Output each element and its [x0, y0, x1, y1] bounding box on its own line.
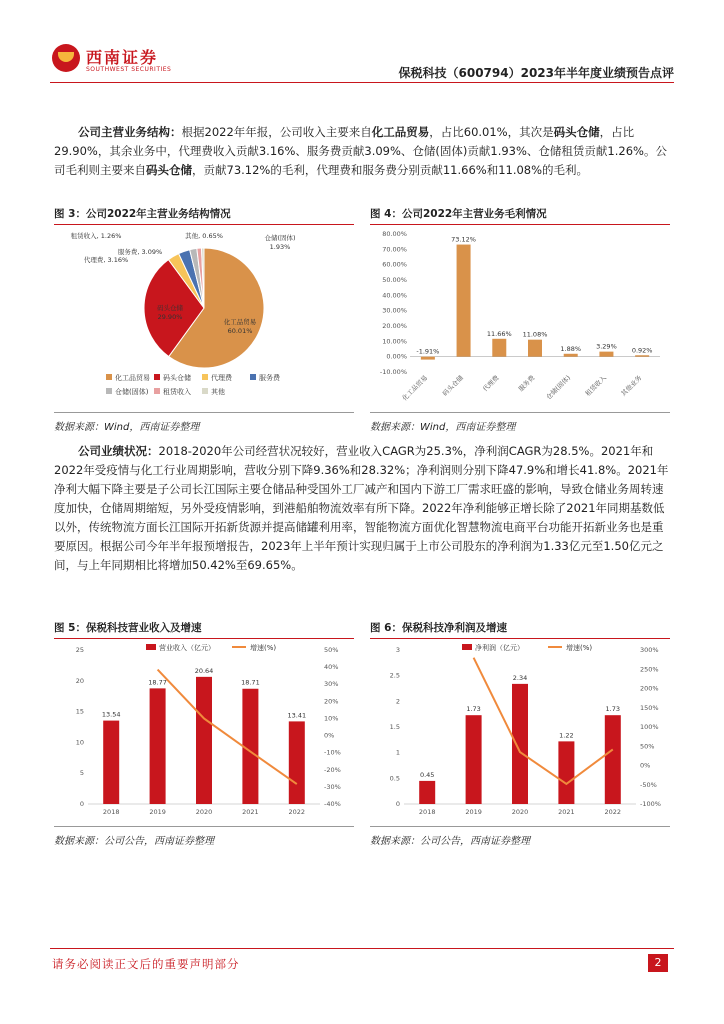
pie-slice-label: 码头仓储 [157, 304, 183, 312]
figure-5-bottom-rule [54, 826, 354, 827]
performance-paragraph [54, 442, 671, 575]
legend-swatch [154, 388, 160, 394]
bar [492, 339, 506, 357]
bar-value-label: 18.77 [148, 678, 167, 687]
y-axis-left-tick: 0 [79, 800, 84, 808]
bar-value-label: 11.66% [486, 329, 512, 338]
figure-4-title: 图 4：公司2022年主营业务毛利情况 [370, 208, 547, 220]
y-axis-tick: 0.00% [386, 352, 407, 361]
highlight-text: 码头仓储 [146, 163, 192, 177]
y-axis-right-tick: -10% [324, 748, 341, 757]
legend-swatch [106, 374, 112, 380]
x-axis-tick: 其他业务 [619, 373, 644, 398]
legend-label: 服务费 [259, 374, 280, 382]
figure-3-rule [54, 224, 354, 225]
page-number: 2 [648, 954, 668, 972]
figure-3-source: 数据来源：Wind，西南证券整理 [54, 422, 200, 433]
growth-line [158, 670, 297, 785]
logo-icon [52, 44, 80, 72]
y-axis-right-tick: 40% [324, 663, 339, 672]
figure-5-source: 数据来源：公司公告，西南证券整理 [54, 836, 214, 847]
y-axis-right-tick: 20% [324, 697, 339, 706]
x-axis-tick: 仓储(固体) [544, 373, 573, 402]
bar-value-label: 0.92% [631, 346, 653, 355]
x-axis-tick: 2019 [465, 808, 482, 816]
pie-slice-label: 代理费, 3.16% [83, 256, 129, 264]
bar [512, 684, 528, 804]
bar [289, 721, 305, 804]
bar [599, 352, 613, 357]
footer-disclaimer: 请务必阅读正文后的重要声明部分 [52, 957, 240, 971]
bar [196, 677, 212, 804]
pie-slice-label: 租赁收入, 1.26% [70, 232, 122, 240]
figure-4-bottom-rule [370, 412, 670, 413]
y-axis-left-tick: 20 [75, 676, 84, 685]
bar-value-label: 1.73 [605, 705, 621, 714]
x-axis-tick: 2022 [604, 808, 622, 816]
figure-3-pie-chart [54, 226, 354, 410]
bar [558, 741, 574, 804]
x-axis-tick: 2019 [149, 808, 166, 816]
pie-slice-label: 化工品贸易 [223, 318, 257, 326]
legend-swatch [202, 374, 208, 380]
x-axis-tick: 租赁收入 [583, 373, 608, 398]
y-axis-tick: 70.00% [382, 245, 407, 254]
y-axis-tick: 80.00% [382, 230, 407, 238]
bar [421, 357, 435, 360]
legend-label: 仓储(固体) [115, 388, 149, 396]
bar [466, 715, 482, 804]
y-axis-right-tick: 50% [640, 742, 655, 751]
figure-6-rule [370, 638, 670, 639]
y-axis-tick: -10.00% [379, 368, 407, 376]
figure-4-rule [370, 224, 670, 225]
bar-value-label: 20.64 [194, 666, 214, 675]
bar [605, 715, 621, 804]
x-axis-tick: 2021 [558, 808, 575, 816]
y-axis-left-tick: 25 [75, 646, 84, 654]
bar [528, 340, 542, 357]
highlight-text: 化工品贸易 [371, 125, 430, 139]
x-axis-tick: 2018 [418, 808, 436, 816]
y-axis-right-tick: 250% [640, 665, 659, 674]
legend-label: 其他 [211, 388, 225, 396]
report-title: 保税科技（600794）2023年半年度业绩预告点评 [398, 66, 674, 80]
y-axis-left-tick: 0.5 [389, 774, 400, 783]
y-axis-left-tick: 1 [395, 748, 400, 757]
y-axis-left-tick: 10 [75, 738, 84, 747]
x-axis-tick: 2018 [102, 808, 120, 816]
bar-value-label: 1.73 [466, 705, 481, 714]
legend-label: 码头仓储 [163, 374, 191, 382]
paragraph-text: ，占比60.01%，其次是 [429, 125, 554, 139]
y-axis-right-tick: -50% [640, 780, 657, 789]
bar-value-label: 18.71 [241, 678, 260, 687]
y-axis-right-tick: -100% [640, 800, 661, 808]
y-axis-left-tick: 5 [79, 769, 84, 778]
y-axis-left-tick: 0 [395, 800, 400, 808]
x-axis-tick: 2020 [195, 808, 213, 816]
x-axis-tick: 2020 [511, 808, 529, 816]
bar-value-label: 11.08% [522, 330, 548, 339]
logo-text: 西南证券 [86, 48, 159, 67]
bar [564, 354, 578, 357]
legend-label: 代理费 [211, 374, 232, 382]
figure-4-bar-chart [370, 226, 670, 410]
legend-label-bar: 营业收入（亿元） [159, 644, 215, 652]
figure-6-source: 数据来源：公司公告，西南证券整理 [370, 836, 530, 847]
paragraph-text: ，贡献73.12%的毛利，代理费和服务费分别贡献11.66%和11.08%的毛利。 [192, 163, 589, 177]
y-axis-left-tick: 1.5 [389, 723, 400, 731]
legend-label-line: 增速(%) [566, 644, 593, 652]
y-axis-right-tick: 150% [640, 703, 659, 712]
x-axis-tick: 代理费 [481, 373, 501, 394]
figure-6-combo-chart [370, 640, 670, 824]
bar [457, 245, 471, 357]
y-axis-right-tick: 200% [640, 684, 659, 693]
y-axis-tick: 30.00% [382, 306, 407, 315]
bar [635, 355, 649, 356]
bar [419, 781, 435, 804]
growth-line [474, 658, 613, 784]
y-axis-left-tick: 3 [395, 646, 400, 654]
x-axis-tick: 化工品贸易 [400, 373, 430, 403]
y-axis-right-tick: 0% [324, 731, 335, 740]
x-axis-tick: 2021 [242, 808, 259, 816]
pie-slice-label: 1.93% [269, 243, 291, 251]
paragraph-text: ，占比29.90%，其余业务中，代理费收入贡献3.16%、服务费贡献3.09%、仓储(固体)贡献1.93%、仓储租赁贡献1.26%。公司毛利则主要来自 [54, 125, 667, 177]
y-axis-tick: 20.00% [382, 322, 407, 330]
paragraph-text: 根据2022年年报，公司收入主要来自 [181, 125, 372, 139]
legend-label: 化工品贸易 [115, 374, 150, 382]
y-axis-right-tick: 10% [324, 714, 339, 723]
figure-6-bottom-rule [370, 826, 670, 827]
paragraph-text: 2018-2020年公司经营状况较好，营业收入CAGR为25.3%，净利润CAGR为28.5%。2021年和2022年受疫情与化工行业周期影响，营收分别下降9.36%和28.32%；净利润则分别下降47.9%和增长41.8%。2021年净利大幅下降主要是子公司长江国际主要仓储品种受国外工厂减产和国内下游工厂需求旺盛的影响，导致仓储业务周转速度加快，仓储周期缩短，另外受疫情影响，到港船舶物流效率有所下降。2022年净利能够正增长除了2021年同期基数低以外，传统物流方面长江国际开拓新货源并提高储罐利用率，智能物流方面优化智慧物流电商平台功能开拓新业务也是重要原因。根据公司今年半年报预增报告，2023年上半年预计实现归属于上市公司股东的净利润为1.33亿元至1.50亿元之间，与上年同期相比将增加50.42%至69.65%。 [54, 444, 669, 572]
pie-slice-label: 29.90% [157, 313, 183, 321]
figure-6-title: 图 6：保税科技净利润及增速 [370, 622, 507, 634]
x-axis-tick: 服务费 [516, 373, 537, 394]
figure-5-title: 图 5：保税科技营业收入及增速 [54, 622, 202, 634]
pie-slice-label: 仓储(固体) [264, 234, 296, 242]
y-axis-tick: 60.00% [382, 260, 407, 269]
header-divider [50, 82, 674, 83]
paragraph-heading: 公司主营业务结构： [78, 125, 182, 139]
y-axis-right-tick: 100% [640, 723, 659, 731]
bar-value-label: 73.12% [451, 235, 476, 244]
y-axis-tick: 40.00% [382, 291, 407, 300]
bar-value-label: 0.45 [419, 770, 435, 779]
legend-swatch [154, 374, 160, 380]
legend-swatch [106, 388, 112, 394]
pie-slice-label: 服务费, 3.09% [117, 248, 163, 256]
paragraph-heading: 公司业绩状况： [78, 444, 159, 458]
bar [103, 721, 119, 804]
bar-value-label: 2.34 [512, 673, 528, 682]
pie-slice-label: 其他, 0.65% [185, 232, 223, 240]
y-axis-tick: 10.00% [382, 337, 407, 346]
y-axis-left-tick: 2 [395, 697, 400, 706]
x-axis-tick: 2022 [288, 808, 306, 816]
y-axis-left-tick: 2.5 [389, 671, 400, 680]
legend-label-line: 增速(%) [250, 644, 277, 652]
legend-swatch [202, 388, 208, 394]
legend-label-bar: 净利润（亿元） [475, 644, 524, 652]
figure-3-bottom-rule [54, 412, 354, 413]
bar-value-label: 1.88% [560, 344, 582, 353]
pie-slice-label: 60.01% [227, 327, 253, 335]
y-axis-right-tick: -30% [324, 782, 341, 791]
x-axis-tick: 码头仓储 [440, 373, 465, 398]
y-axis-right-tick: 300% [640, 646, 659, 654]
y-axis-right-tick: 50% [324, 646, 339, 654]
figure-5-combo-chart [54, 640, 354, 824]
legend-label: 租赁收入 [163, 388, 191, 396]
logo-subtext: SOUTHWEST SECURITIES [86, 66, 172, 73]
y-axis-tick: 50.00% [382, 276, 407, 284]
bar-value-label: 1.22 [559, 731, 574, 740]
legend-swatch [250, 374, 256, 380]
y-axis-right-tick: 0% [640, 761, 651, 770]
legend-swatch-bar [462, 644, 472, 650]
y-axis-left-tick: 15 [75, 707, 84, 716]
footer-divider [50, 948, 674, 949]
bar-value-label: 3.29% [596, 342, 617, 351]
business-structure-paragraph [54, 123, 671, 180]
highlight-text: 码头仓储 [553, 125, 600, 139]
y-axis-right-tick: -20% [324, 765, 341, 774]
legend-swatch-bar [146, 644, 156, 650]
bar-value-label: 13.54 [101, 710, 121, 719]
bar-value-label: 13.41 [287, 711, 307, 720]
y-axis-right-tick: -40% [324, 800, 341, 808]
figure-4-source: 数据来源：Wind，西南证券整理 [370, 422, 516, 433]
figure-5-rule [54, 638, 354, 639]
bar-value-label: -1.91% [416, 347, 440, 356]
bar [150, 688, 166, 804]
figure-3-title: 图 3：公司2022年主营业务结构情况 [54, 208, 231, 220]
y-axis-right-tick: 30% [324, 680, 339, 689]
